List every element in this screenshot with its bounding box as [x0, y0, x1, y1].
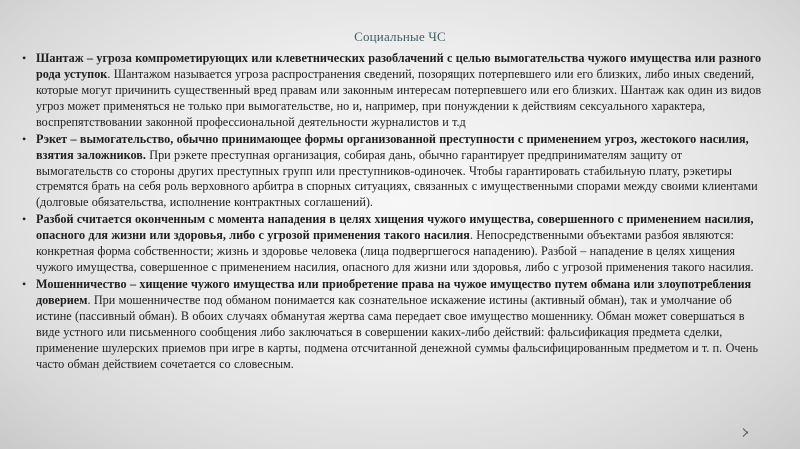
bullet-racket [22, 132, 762, 212]
bullet-dot-icon: • [22, 212, 27, 227]
bullet-fraud [22, 277, 762, 372]
bullet-dot-icon: • [22, 131, 27, 146]
chevron-right-icon[interactable] [742, 427, 752, 439]
bullet-body: . Непосредственными объектами разбоя являются: конкретная форма собственности; жизнь и здоровье человека (лица подвергшегося нападению). Разбой – нападение в целях хищения чужого имущества, совершенное с применением насилия, опасного для жизни или здоровья, либо с угрозой применения такого насилия. [36, 228, 754, 275]
bullet-lead: Шантаж – угроза компрометирующих или клеветнических разоблачений с целью вымогательства чужого имущества или разного рода уступок [36, 51, 762, 81]
bullet-blackmail [22, 51, 762, 131]
bullet-lead: Разбой считается оконченным с момента нападения в целях хищения чужого имущества, совершенного с применением насилия, опасного для жизни или здоровья, либо с угрозой применения такого насилия [36, 212, 754, 243]
slide-content [22, 51, 762, 374]
bullet-dot-icon: • [22, 51, 27, 65]
bullet-dot-icon: • [22, 277, 27, 292]
bullet-body: При рэкете преступная организация, собирая дань, обычно гарантирует предпринимателям защиту от вымогательств со стороны других преступных групп или преступников-одиночек. Чтобы гарантировать стабильную плату, рэкетиры стремятся брать на себя роль верховного арбитра в спорных ситуациях, связанных с имущественными спорами между своими клиентами (долговые обязательства, исполнение контрактных соглашений). [36, 147, 758, 210]
bullet-robbery [22, 212, 762, 276]
slide-title: Социальные ЧС [354, 29, 446, 44]
bullet-lead: Мошенничество – хищение чужого имущества или приобретение права на чужое имущество путем обмана или злоупотребления доверием [36, 277, 752, 308]
bullet-body: . При мошенничестве под обманом понимается как сознательное искажение истины (активный обман), так и умолчание об истине (пассивный обман). В обоих случаях обманутая жертва сама передает свое имущество мошеннику. Обман может совершаться в виде устного или письменного сообщения либо заключаться в совершении каких-либо действий: фальсификация предмета сделки, применение шулерских приемов при игре в карты, подмена отсчитанной денежной суммы фальсифицированным предметом и т. п. Очень часто обман действием сочетается со словесным. [36, 293, 758, 371]
bullet-lead: Рэкет – вымогательство, обычно принимающее формы организованной преступности с применением угроз, жестокого насилия, взятия заложников. [36, 131, 749, 162]
bullet-body: . Шантажом называется угроза распространения сведений, позорящих потерпевшего или его близких, либо иных сведений, которые могут причинить существенный вред правам или законным интересам потерпевшего или его близких. Шантаж как один из видов угроз может применяться не только при вымогательстве, но и, например, при понуждении к действиям сексуального характера, воспрепятствовании законной профессиональной деятельности журналистов и т.д [36, 66, 762, 129]
